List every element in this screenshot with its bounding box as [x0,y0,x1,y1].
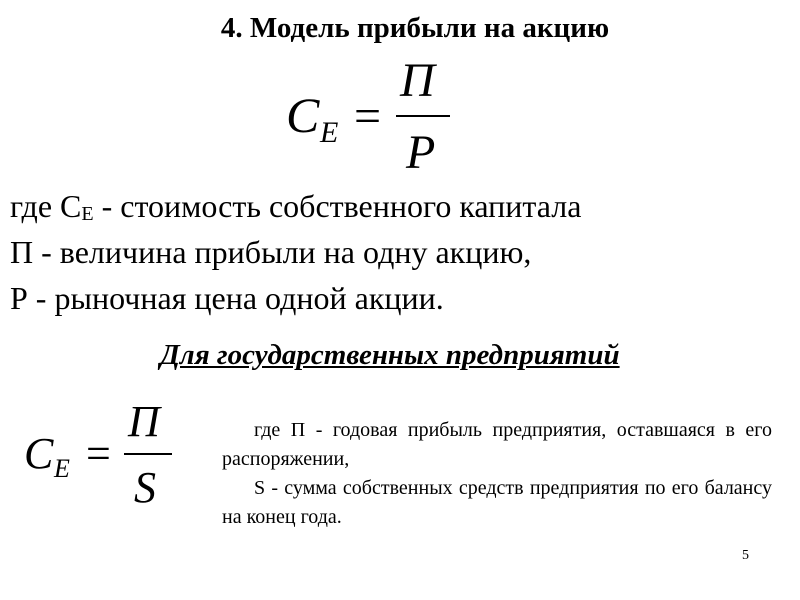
note-paragraph: S - сумма собственных средств предприятия по его балансу на конец года. [222,477,772,528]
note-paragraph: где П - годовая прибыль предприятия, оставшаяся в его распоряжении, [222,419,772,470]
page-number: 5 [742,548,749,563]
formula2-lhs-letter: C [24,429,54,478]
formula-cost-of-equity-market [284,58,464,178]
formula2-denominator: S [134,463,156,512]
formula1-lhs-letter: C [286,87,320,143]
definition-line: где $С_E$ - стоимость собственного капитала [10,188,582,225]
formula1-numerator: П [400,58,435,107]
formula2-numerator: П [128,402,160,446]
section-subheading: Для государственных предприятий [160,339,620,371]
formula1-lhs-subscript: E [320,116,339,149]
definition-line: П - величина прибыли на одну акцию, [10,234,532,270]
variable-definitions [10,183,581,321]
formula-cost-of-equity-state [22,402,182,512]
formula1-denominator: P [406,126,436,178]
slide-title: 4. Модель прибыли на акцию [220,12,610,44]
formula-notes [222,416,772,532]
formula2-equals: = [86,429,111,478]
formula1-equals: = [354,90,382,143]
formula2-lhs-subscript: E [54,454,70,483]
definition-line: Р - рыночная цена одной акции. [10,280,444,316]
